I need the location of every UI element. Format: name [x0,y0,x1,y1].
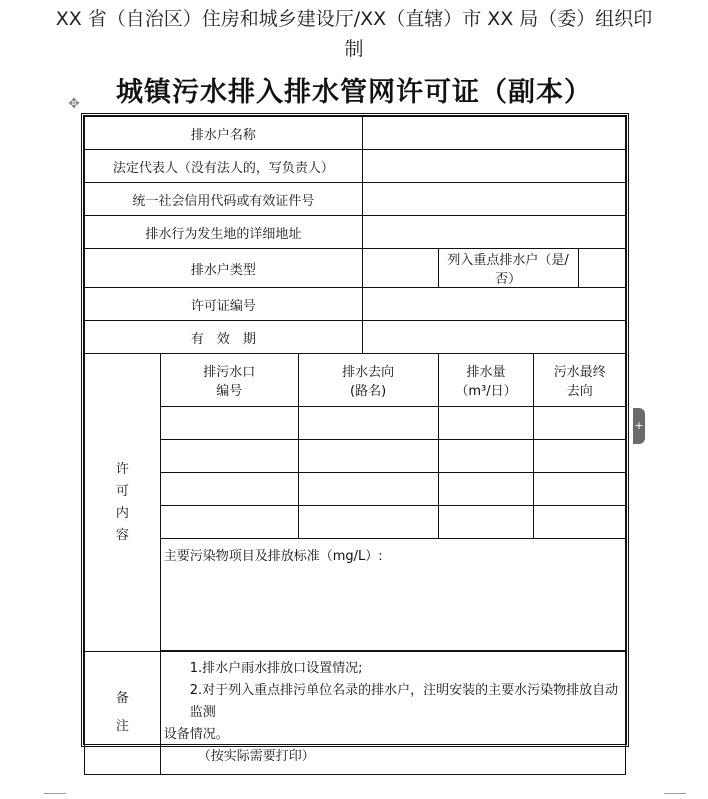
outlet-cell[interactable] [160,473,298,506]
permit-content-char: 容 [115,527,129,543]
outlet-cell[interactable] [534,440,626,473]
issuer-line-1: XX 省（自治区）住房和城乡建设厅/XX（直辖）市 XX 局（委）组织印 [55,8,653,30]
outlet-cell[interactable] [438,506,534,539]
type-value[interactable] [362,249,438,288]
drain-destination-header-line2: (路名) [350,384,387,399]
drain-volume-header-line1: 排水量 [466,365,506,380]
type-label: 排水户类型 [85,249,363,288]
credit-code-value[interactable] [362,183,625,216]
final-destination-header-line1: 污水最终 [553,365,606,380]
final-destination-header [534,354,626,407]
credit-code-label: 统一社会信用代码或有效证件号 [85,183,363,216]
name-value[interactable] [362,117,625,150]
row-validity [85,321,626,354]
outlet-number-header-line2: 编号 [216,384,243,399]
permit-no-label: 许可证编号 [85,288,363,321]
drain-destination-header-line1: 排水去向 [342,365,395,380]
row-type [85,249,626,288]
legal-rep-value[interactable] [362,150,625,183]
page-corner-mark-left [44,793,66,794]
remarks-char: 备 [115,691,129,706]
remarks-line: （按实际需要打印） [197,749,315,764]
outlet-cell[interactable] [534,407,626,440]
remarks-line: 1.排水户雨水排放口设置情况; [189,661,363,676]
row-name [85,117,626,150]
address-label: 排水行为发生地的详细地址 [85,216,363,249]
legal-rep-label: 法定代表人（没有法人的，写负责人） [85,150,363,183]
outlet-cell[interactable] [534,473,626,506]
outlet-row [85,506,626,539]
move-icon[interactable]: ✥ [68,96,80,112]
pollutant-label: 主要污染物项目及排放标准（mg/L）: [163,549,383,564]
drain-volume-header-line2: （m³/日） [455,384,517,399]
permit-content-label [85,354,161,652]
row-address [85,216,626,249]
remarks-label [85,652,161,775]
validity-value[interactable] [362,321,625,354]
final-destination-header-line2: 去向 [566,384,593,399]
plus-icon[interactable]: + [633,408,645,444]
permit-table [81,113,629,764]
outlet-number-header [160,354,298,407]
drain-volume-header [438,354,534,407]
outlet-row [85,407,626,440]
issuer-line-2: 制 [344,38,364,60]
remarks-line: 2.对于列入重点排污单位名录的排水户，注明安装的主要水污染物排放自动监测 [189,683,619,720]
outlet-cell[interactable] [534,506,626,539]
drain-destination-header [298,354,438,407]
row-remarks [85,652,626,775]
row-pollutant [85,539,626,651]
outlet-cell[interactable] [160,506,298,539]
outlet-row [85,473,626,506]
outlet-number-header-line1: 排污水口 [203,365,256,380]
outlet-cell[interactable] [298,407,438,440]
outlet-cell[interactable] [438,440,534,473]
outlet-cell[interactable] [298,440,438,473]
outlet-cell[interactable] [298,506,438,539]
remarks-content[interactable] [160,652,625,775]
outlet-cell[interactable] [438,473,534,506]
pollutant-standards[interactable] [160,539,625,651]
remarks-char: 注 [115,719,129,734]
outlet-cell[interactable] [438,407,534,440]
permit-no-value[interactable] [362,288,625,321]
document-title: 城镇污水排入排水管网许可证（副本） [116,77,592,108]
row-permit-no [85,288,626,321]
remarks-line: 设备情况。 [163,727,229,742]
outlet-row [85,440,626,473]
row-legal-rep [85,150,626,183]
permit-content-char: 内 [115,505,129,521]
row-credit-code [85,183,626,216]
page-corner-mark-right [664,793,686,794]
address-value[interactable] [362,216,625,249]
name-label: 排水户名称 [85,117,363,150]
row-outlet-header [85,354,626,407]
permit-content-char: 许 [115,461,129,477]
key-label: 列入重点排水户（是/否） [438,249,578,288]
outlet-cell[interactable] [298,473,438,506]
key-value[interactable] [578,249,625,288]
validity-label: 有 效 期 [85,321,363,354]
permit-content-char: 可 [115,483,129,499]
outlet-cell[interactable] [160,407,298,440]
outlet-cell[interactable] [160,440,298,473]
